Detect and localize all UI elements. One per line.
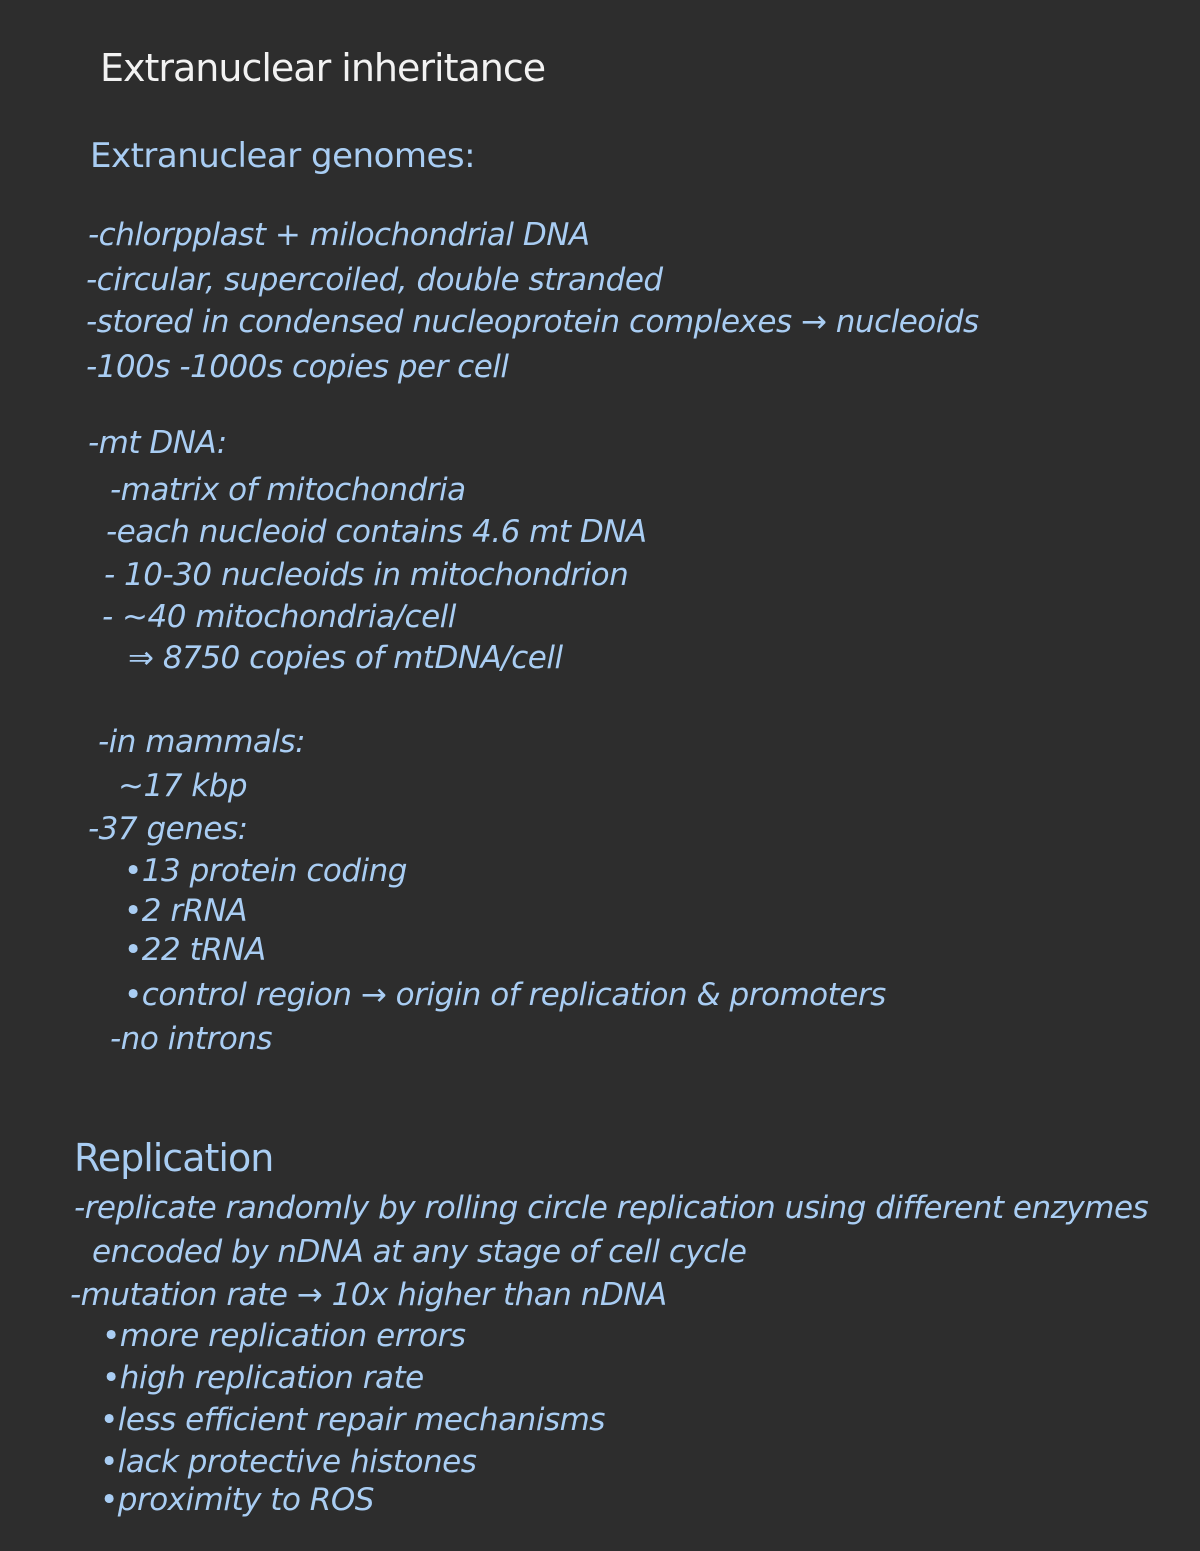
note-line: -mt DNA: bbox=[88, 425, 227, 461]
note-line: •high replication rate bbox=[102, 1360, 424, 1396]
note-line: -no introns bbox=[110, 1021, 273, 1057]
note-line: encoded by nDNA at any stage of cell cycle bbox=[92, 1234, 747, 1270]
note-line: ~17 kbp bbox=[118, 768, 248, 804]
note-line: •less efficient repair mechanisms bbox=[100, 1402, 605, 1438]
note-line: •22 tRNA bbox=[124, 932, 266, 968]
note-line: - ~40 mitochondria/cell bbox=[102, 599, 456, 635]
note-line: •13 protein coding bbox=[124, 853, 407, 889]
note-line: •more replication errors bbox=[102, 1318, 466, 1354]
note-line: -replicate randomly by rolling circle replication using different enzymes bbox=[74, 1190, 1149, 1226]
note-line: - 10-30 nucleoids in mitochondrion bbox=[104, 557, 629, 593]
note-line: -circular, supercoiled, double stranded bbox=[86, 262, 663, 298]
note-line: -chlorpplast + milochondrial DNA bbox=[88, 217, 590, 253]
note-line: •proximity to ROS bbox=[100, 1482, 374, 1518]
note-line: -37 genes: bbox=[88, 811, 248, 847]
note-line: ⇒ 8750 copies of mtDNA/cell bbox=[128, 640, 563, 676]
note-line: -matrix of mitochondria bbox=[110, 472, 466, 508]
note-line: •2 rRNA bbox=[124, 893, 248, 929]
note-line: •lack protective histones bbox=[100, 1444, 477, 1480]
note-line: -mutation rate → 10x higher than nDNA bbox=[70, 1277, 667, 1313]
note-line: -100s -1000s copies per cell bbox=[86, 349, 509, 385]
section-heading-extranuclear-genomes: Extranuclear genomes: bbox=[90, 136, 476, 176]
note-line: -in mammals: bbox=[98, 724, 306, 760]
note-line: -each nucleoid contains 4.6 mt DNA bbox=[106, 514, 647, 550]
note-line: -stored in condensed nucleoprotein complexes → nucleoids bbox=[86, 304, 979, 340]
note-line: •control region → origin of replication & promoters bbox=[124, 977, 886, 1013]
section-heading-replication: Replication bbox=[74, 1136, 274, 1180]
page-title: Extranuclear inheritance bbox=[100, 46, 546, 90]
